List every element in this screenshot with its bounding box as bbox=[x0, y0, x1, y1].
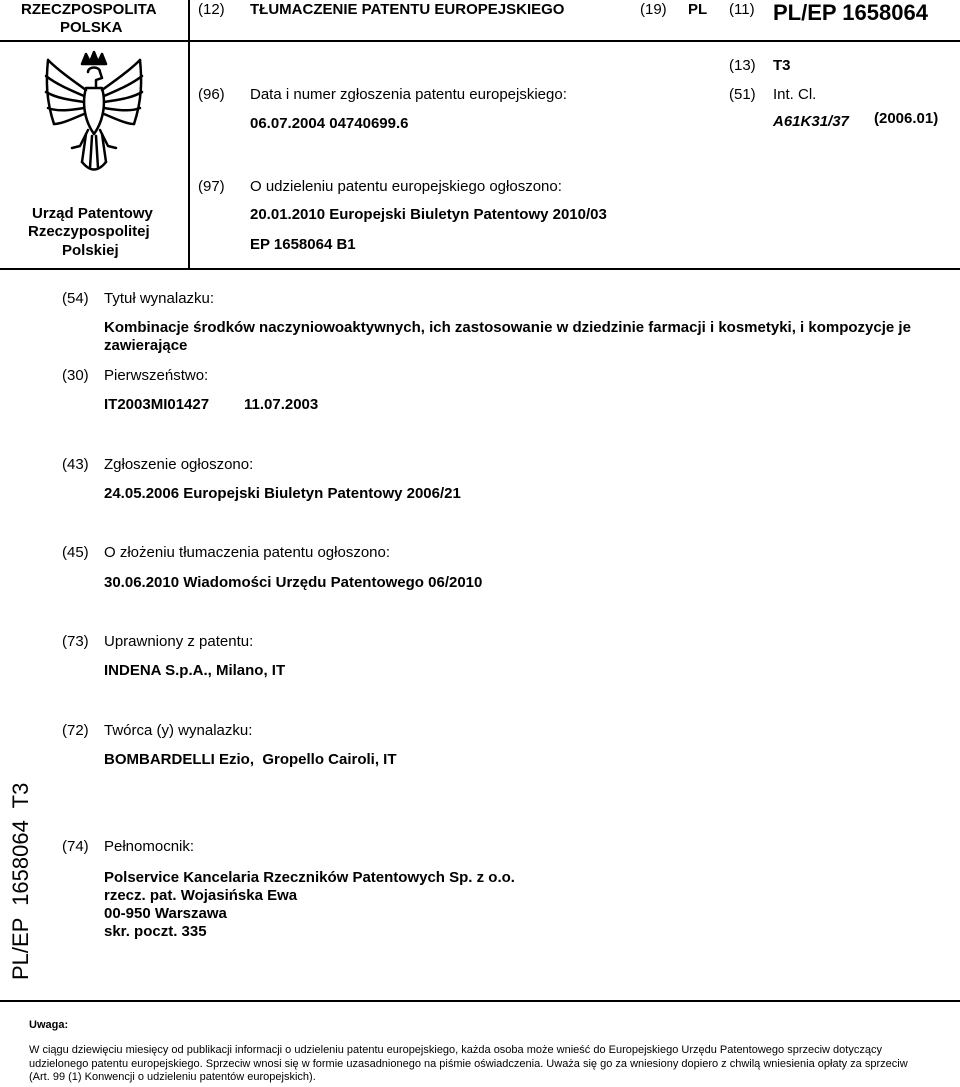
agent-line4: skr. poczt. 335 bbox=[104, 923, 207, 940]
code-12: (12) bbox=[198, 1, 225, 18]
owner-label: Uprawniony z patentu: bbox=[104, 633, 254, 650]
grant-label: O udzieleniu patentu europejskiego ogłoszono: bbox=[250, 178, 562, 195]
priority-date: 11.07.2003 bbox=[244, 396, 319, 413]
invention-title: Kombinacje środków naczyniowoaktywnych, ich zastosowanie w dziedzinie farmacji i kosmetyki, i kompozycje je zawierające bbox=[104, 319, 911, 354]
code-43: (43) bbox=[62, 456, 89, 473]
office-name-line2: Rzeczypospolitej bbox=[28, 223, 150, 240]
country-code: PL bbox=[688, 1, 708, 18]
code-97: (97) bbox=[198, 178, 225, 195]
header-rule bbox=[0, 40, 960, 42]
patent-number: PL/EP 1658064 bbox=[773, 0, 928, 25]
agent-line1: Polservice Kancelaria Rzeczników Patentowych Sp. z o.o. bbox=[104, 869, 515, 886]
publication-value: 24.05.2006 Europejski Biuletyn Patentowy 2006/21 bbox=[104, 485, 461, 502]
header-block-rule bbox=[0, 268, 960, 270]
inventor-label: Twórca (y) wynalazku: bbox=[104, 722, 253, 739]
eagle-emblem-icon bbox=[42, 50, 146, 178]
publication-label: Zgłoszenie ogłoszono: bbox=[104, 456, 254, 473]
document-type: TŁUMACZENIE PATENTU EUROPEJSKIEGO bbox=[250, 1, 565, 18]
kind-code: T3 bbox=[773, 57, 791, 74]
code-54: (54) bbox=[62, 290, 89, 307]
code-51: (51) bbox=[729, 86, 756, 103]
filing-label: Data i numer zgłoszenia patentu europejskiego: bbox=[250, 86, 567, 103]
filing-value: 06.07.2004 04740699.6 bbox=[250, 115, 409, 132]
note-label: Uwaga: bbox=[29, 1019, 69, 1031]
country-name-line2: POLSKA bbox=[60, 19, 123, 36]
office-name-line3: Polskiej bbox=[62, 242, 119, 259]
translation-label: O złożeniu tłumaczenia patentu ogłoszono: bbox=[104, 544, 391, 561]
agent-line2: rzecz. pat. Wojasińska Ewa bbox=[104, 887, 298, 904]
code-74: (74) bbox=[62, 838, 89, 855]
intcl-label: Int. Cl. bbox=[773, 86, 817, 103]
owner-value: INDENA S.p.A., Milano, IT bbox=[104, 662, 286, 679]
priority-label: Pierwszeństwo: bbox=[104, 367, 209, 384]
code-73: (73) bbox=[62, 633, 89, 650]
code-11: (11) bbox=[729, 1, 755, 18]
code-30: (30) bbox=[62, 367, 89, 384]
intcl-value: A61K31/37 bbox=[773, 113, 849, 130]
intcl-year: (2006.01) bbox=[874, 110, 939, 127]
country-name-line1: RZECZPOSPOLITA bbox=[21, 1, 157, 18]
code-13: (13) bbox=[729, 57, 756, 74]
code-45: (45) bbox=[62, 544, 89, 561]
code-19: (19) bbox=[640, 1, 667, 18]
vertical-patent-code: PL/EP 1658064 T3 bbox=[8, 782, 33, 980]
note-text: W ciągu dziewięciu miesięcy od publikacji informacji o udzieleniu patentu europejskiego, każda osoba może wnieść do Europejskiego Urzędu Patentowego sprzeciw dotyczący udzielonego patentu europejskiego. Sprzeciw wnosi się w formie uzasadnionego na piśmie oświadczenia. Uważa się go za wniesiony dopiero z chwilą wniesienia opłaty za sprzeciw (Art. 99 (1) Konwencji o udzieleniu patentów europejskich). bbox=[29, 1044, 908, 1083]
grant-value: 20.01.2010 Europejski Biuletyn Patentowy 2010/03 bbox=[250, 206, 607, 223]
office-name-line1: Urząd Patentowy bbox=[32, 205, 153, 222]
translation-value: 30.06.2010 Wiadomości Urzędu Patentowego 06/2010 bbox=[104, 574, 483, 591]
ep-number: EP 1658064 B1 bbox=[250, 236, 356, 253]
agent-line3: 00-950 Warszawa bbox=[104, 905, 227, 922]
inventor-value: BOMBARDELLI Ezio, Gropello Cairoli, IT bbox=[104, 751, 397, 768]
code-96: (96) bbox=[198, 86, 225, 103]
footer-rule bbox=[0, 1000, 960, 1002]
code-72: (72) bbox=[62, 722, 89, 739]
title-label: Tytuł wynalazku: bbox=[104, 290, 215, 307]
agent-label: Pełnomocnik: bbox=[104, 838, 195, 855]
priority-number: IT2003MI01427 bbox=[104, 396, 210, 413]
